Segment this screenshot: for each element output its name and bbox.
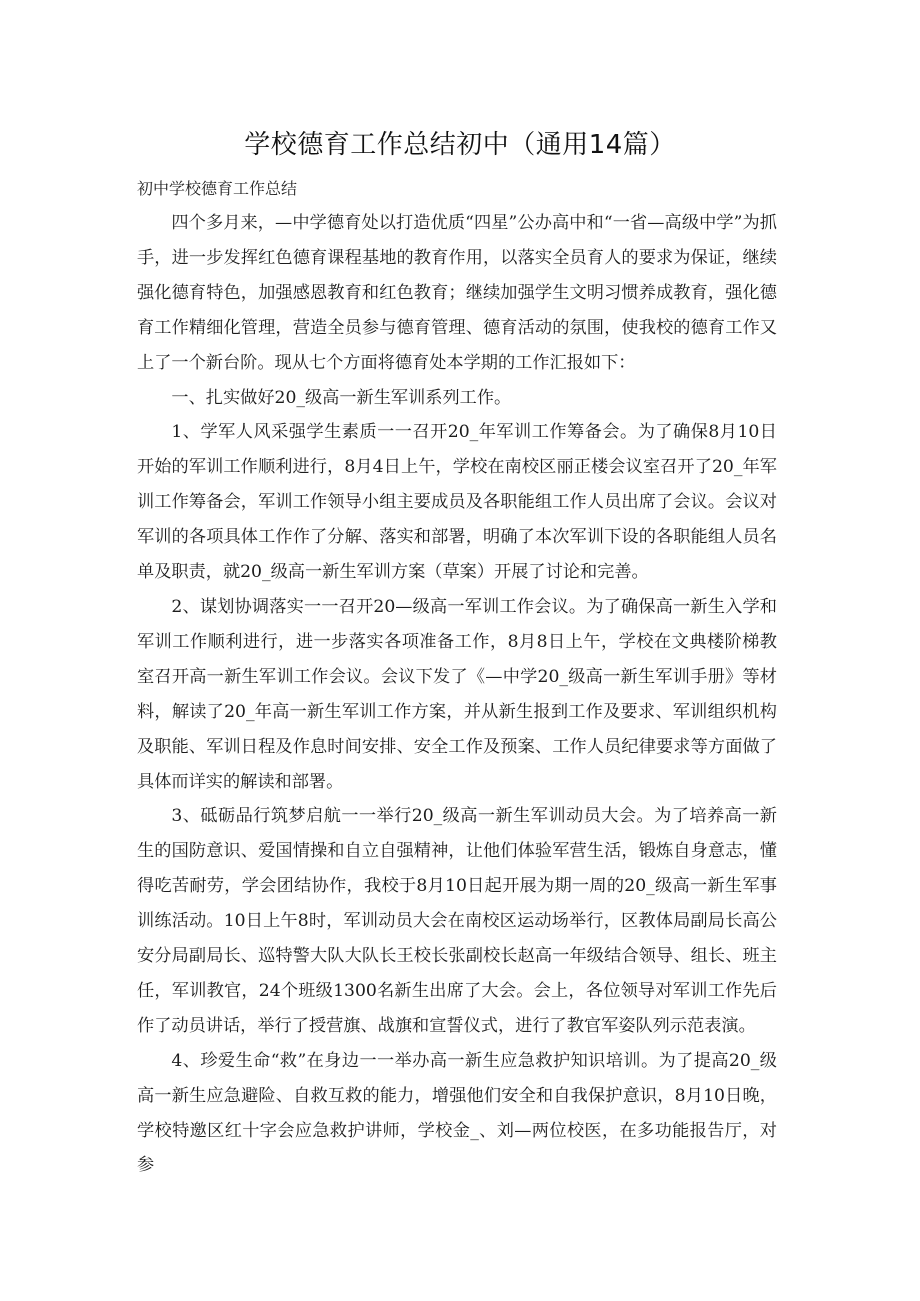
document-subtitle: 初中学校德育工作总结 (137, 179, 298, 198)
document-title: 学校德育工作总结初中（通用14篇） (244, 130, 676, 160)
paragraph-section-1: 一、扎实做好20_级高一新生军训系列工作。 (171, 387, 512, 408)
document-body (137, 206, 777, 1183)
paragraph-item-2: 2、谋划协调落实一一召开20—级高一军训工作会议。为了确保高一新生入学和军训工作顺利进行，进一步落实各项准备工作，8月8日上午，学校在文典楼阶梯教室召开高一新生军训工作会议。会议下发了《—中学20_级高一新生军训手册》等材料，解读了20_年高一新生军训工作方案，并从新生报到工作及要求、军训组织机构及职能、军训日程及作息时间安排、安全工作及预案、工作人员纪律要求等方面做了具体而详实的解读和部署。 (137, 596, 777, 792)
paragraph-item-1: 1、学军人风采强学生素质一一召开20_年军训工作筹备会。为了确保8月10日开始的军训工作顺利进行，8月4日上午，学校在南校区丽正楼会议室召开了20_年军训工作筹备会，军训工作领导小组主要成员及各职能组工作人员出席了会议。会议对军训的各项具体工作作了分解、落实和部署，明确了本次军训下设的各职能组人员名单及职责，就20_级高一新生军训方案（草案）开展了讨论和完善。 (137, 422, 777, 583)
paragraph-item-4: 4、珍爱生命“救”在身边一一举办高一新生应急救护知识培训。为了提高20_级高一新生应急避险、自救互救的能力，增强他们安全和自我保护意识，8月10日晚，学校特邀区红十字会应急救护讲师，学校金_、刘—两位校医，在多功能报告厅，对参 (137, 1050, 777, 1176)
paragraph-item-3: 3、砥砺品行筑梦启航一一举行20_级高一新生军训动员大会。为了培养高一新生的国防意识、爱国情操和自立自强精神，让他们体验军营生活，锻炼自身意志，懂得吃苦耐劳，学会团结协作，我校于8月10日起开展为期一周的20_级高一新生军事训练活动。10日上午8时，军训动员大会在南校区运动场举行，区教体局副局长高公安分局副局长、巡特警大队大队长王校长张副校长赵高一年级结合领导、组长、班主任，军训教官，24个班级1300名新生出席了大会。会上，各位领导对军训工作先后作了动员讲话，举行了授营旗、战旗和宣誓仪式，进行了教官军姿队列示范表演。 (137, 806, 777, 1036)
paragraph-intro: 四个多月来，—中学德育处以打造优质“四星”公办高中和“一省—高级中学”为抓手，进一步发挥红色德育课程基地的教育作用，以落实全员育人的要求为保证，继续强化德育特色，加强感恩教育和红色教育；继续加强学生文明习惯养成教育，强化德育工作精细化管理，营造全员参与德育管理、德育活动的氛围，使我校的德育工作又上了一个新台阶。现从七个方面将德育处本学期的工作汇报如下： (137, 213, 777, 373)
